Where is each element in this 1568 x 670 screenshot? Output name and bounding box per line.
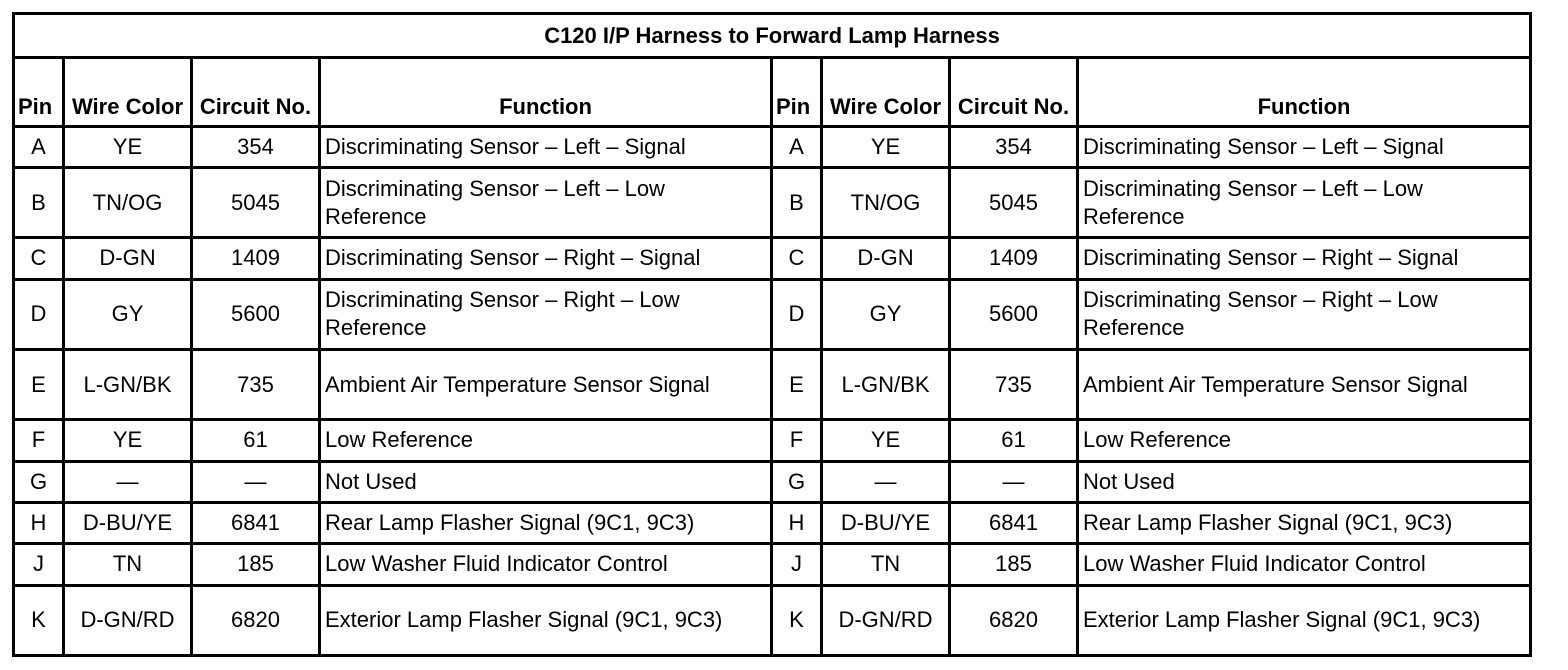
table-cell-circuit: 5600 [950, 279, 1078, 349]
table-cell-wire-color: YE [64, 126, 192, 167]
header-pin: Pin [14, 58, 64, 126]
table-cell-circuit: 5045 [192, 168, 320, 238]
table-cell-pin: H [772, 502, 822, 543]
table-row [14, 502, 1531, 543]
table-cell-wire-color: L-GN/BK [64, 349, 192, 419]
table-row [14, 279, 1531, 349]
table-cell-circuit: 354 [950, 126, 1078, 167]
table-cell-wire-color: D-GN/RD [64, 585, 192, 655]
title-row [14, 14, 1531, 58]
table-cell-pin: E [772, 349, 822, 419]
table-row [14, 544, 1531, 585]
table-cell-wire-color: D-BU/YE [822, 502, 950, 543]
table-cell-pin: K [14, 585, 64, 655]
table-cell-pin: B [772, 168, 822, 238]
table-cell-function: Ambient Air Temperature Sensor Signal [320, 349, 772, 419]
table-cell-circuit: 6841 [192, 502, 320, 543]
table-cell-function: Discriminating Sensor – Left – Low Reference [320, 168, 772, 238]
table-row [14, 585, 1531, 655]
table-cell-wire-color: TN/OG [822, 168, 950, 238]
table-cell-function: Rear Lamp Flasher Signal (9C1, 9C3) [320, 502, 772, 543]
table-cell-pin: C [772, 238, 822, 279]
table-cell-function: Not Used [320, 461, 772, 502]
table-cell-function: Low Reference [1078, 420, 1531, 461]
table-cell-function: Discriminating Sensor – Right – Low Reference [320, 279, 772, 349]
table-cell-pin: A [14, 126, 64, 167]
table-cell-function: Exterior Lamp Flasher Signal (9C1, 9C3) [1078, 585, 1531, 655]
table-cell-wire-color: D-GN [64, 238, 192, 279]
table-cell-pin: A [772, 126, 822, 167]
table-cell-pin: E [14, 349, 64, 419]
table-cell-circuit: 735 [950, 349, 1078, 419]
header-function: Function [1078, 58, 1531, 126]
table-cell-circuit: 6820 [950, 585, 1078, 655]
table-cell-pin: B [14, 168, 64, 238]
table-title: C120 I/P Harness to Forward Lamp Harness [14, 14, 1531, 58]
table-cell-pin: H [14, 502, 64, 543]
table-cell-circuit: 735 [192, 349, 320, 419]
table-cell-circuit: 6841 [950, 502, 1078, 543]
table-cell-circuit: 1409 [192, 238, 320, 279]
table-cell-circuit: 185 [192, 544, 320, 585]
table-cell-function: Low Reference [320, 420, 772, 461]
table-cell-pin: C [14, 238, 64, 279]
table-cell-wire-color: TN [822, 544, 950, 585]
table-cell-circuit: 61 [192, 420, 320, 461]
table-cell-circuit: 5045 [950, 168, 1078, 238]
table-cell-function: Not Used [1078, 461, 1531, 502]
table-cell-circuit: 61 [950, 420, 1078, 461]
table-cell-function: Ambient Air Temperature Sensor Signal [1078, 349, 1531, 419]
table-cell-pin: F [772, 420, 822, 461]
table-cell-circuit: 354 [192, 126, 320, 167]
table-cell-pin: G [772, 461, 822, 502]
table-cell-function: Discriminating Sensor – Left – Low Reference [1078, 168, 1531, 238]
table-cell-function: Discriminating Sensor – Left – Signal [320, 126, 772, 167]
table-cell-function: Low Washer Fluid Indicator Control [320, 544, 772, 585]
header-pin: Pin [772, 58, 822, 126]
table-cell-wire-color: YE [64, 420, 192, 461]
header-circuit: Circuit No. [950, 58, 1078, 126]
table-cell-pin: J [14, 544, 64, 585]
table-cell-function: Rear Lamp Flasher Signal (9C1, 9C3) [1078, 502, 1531, 543]
table-row [14, 349, 1531, 419]
table-cell-pin: F [14, 420, 64, 461]
table-cell-function: Discriminating Sensor – Right – Signal [1078, 238, 1531, 279]
table-cell-wire-color: YE [822, 420, 950, 461]
table-cell-wire-color: — [822, 461, 950, 502]
table-cell-circuit: 5600 [192, 279, 320, 349]
table-cell-circuit: — [950, 461, 1078, 502]
table-cell-pin: G [14, 461, 64, 502]
table-row [14, 238, 1531, 279]
table-cell-pin: D [14, 279, 64, 349]
table-cell-circuit: 1409 [950, 238, 1078, 279]
table-cell-wire-color: YE [822, 126, 950, 167]
table-cell-function: Exterior Lamp Flasher Signal (9C1, 9C3) [320, 585, 772, 655]
connector-table [12, 12, 1532, 657]
table-cell-wire-color: D-GN [822, 238, 950, 279]
table-row [14, 126, 1531, 167]
header-row [14, 58, 1531, 126]
table-cell-wire-color: TN [64, 544, 192, 585]
table-row [14, 461, 1531, 502]
table-cell-wire-color: D-GN/RD [822, 585, 950, 655]
table-cell-wire-color: GY [822, 279, 950, 349]
table-row [14, 420, 1531, 461]
table-cell-function: Discriminating Sensor – Right – Low Reference [1078, 279, 1531, 349]
table-cell-wire-color: D-BU/YE [64, 502, 192, 543]
table-cell-pin: J [772, 544, 822, 585]
table-cell-function: Discriminating Sensor – Right – Signal [320, 238, 772, 279]
table-cell-function: Discriminating Sensor – Left – Signal [1078, 126, 1531, 167]
table-row [14, 168, 1531, 238]
table-cell-circuit: 6820 [192, 585, 320, 655]
header-circuit: Circuit No. [192, 58, 320, 126]
table-cell-pin: K [772, 585, 822, 655]
table-cell-wire-color: TN/OG [64, 168, 192, 238]
table-cell-circuit: — [192, 461, 320, 502]
table-cell-function: Low Washer Fluid Indicator Control [1078, 544, 1531, 585]
table-cell-wire-color: GY [64, 279, 192, 349]
header-function: Function [320, 58, 772, 126]
table-body [14, 126, 1531, 655]
table-cell-wire-color: — [64, 461, 192, 502]
table-cell-pin: D [772, 279, 822, 349]
header-wire-color: Wire Color [822, 58, 950, 126]
header-wire-color: Wire Color [64, 58, 192, 126]
table-cell-circuit: 185 [950, 544, 1078, 585]
table-cell-wire-color: L-GN/BK [822, 349, 950, 419]
